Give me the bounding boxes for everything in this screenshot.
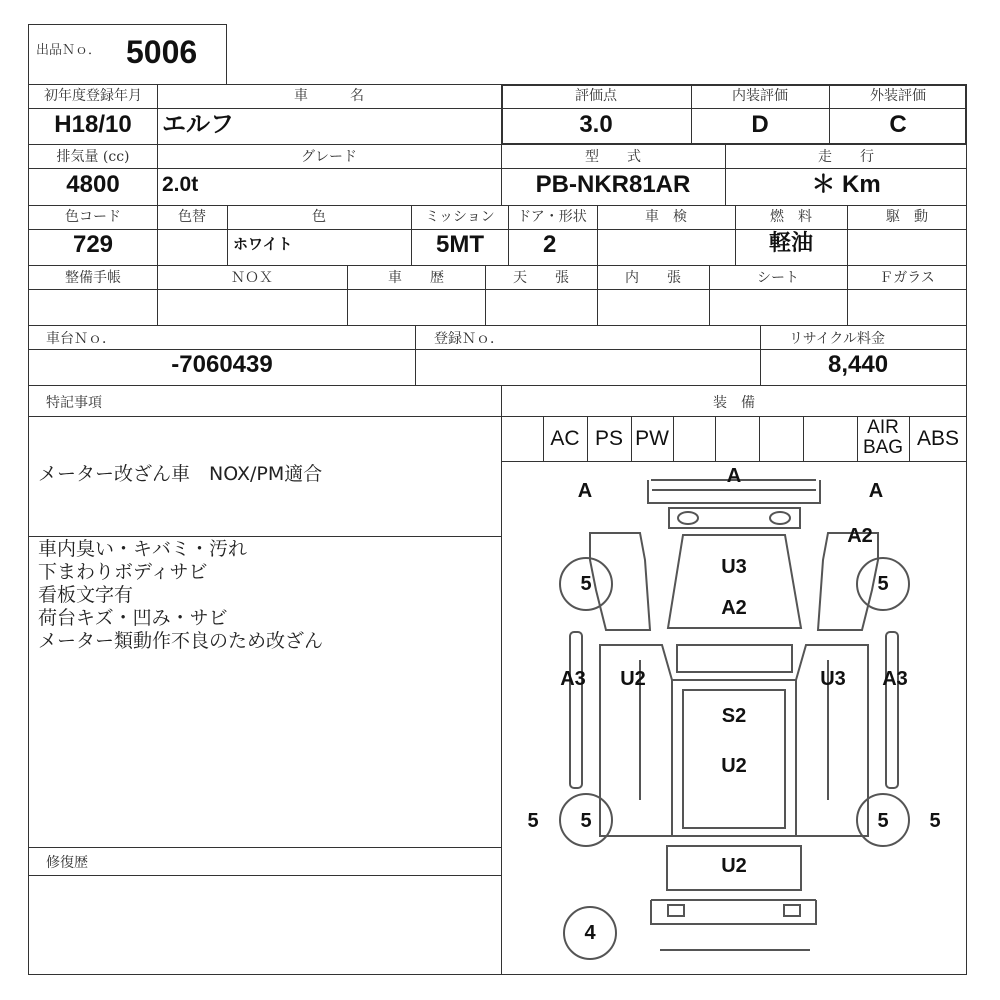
damage-mark: 5 bbox=[580, 573, 592, 595]
door-label: ドア・形状 bbox=[517, 209, 587, 225]
damage-mark: A3 bbox=[560, 668, 586, 690]
displacement-label: 排気量 (cc) bbox=[56, 149, 130, 165]
model-value: PB-NKR81AR bbox=[535, 171, 691, 198]
chassis-value: -7060439 bbox=[171, 351, 273, 378]
damage-mark: U3 bbox=[721, 556, 747, 578]
damage-mark: 5 bbox=[580, 810, 592, 832]
equipment-ac: AC bbox=[550, 427, 580, 450]
first-reg-label: 初年度登録年月 bbox=[44, 88, 142, 104]
mission-label: ミッション bbox=[425, 209, 495, 225]
car-name-value: エルフ bbox=[162, 111, 234, 138]
equipment-label: 装 備 bbox=[713, 395, 755, 411]
damage-mark: A3 bbox=[882, 668, 908, 690]
damage-mark: S2 bbox=[721, 705, 747, 727]
damage-mark: A bbox=[577, 480, 593, 502]
score-value: 3.0 bbox=[579, 111, 613, 138]
registration-label: 登録Ｎｏ． bbox=[434, 331, 504, 347]
notes-line: 下まわりボディサビ bbox=[38, 561, 208, 583]
front-glass-label: Ｆガラス bbox=[879, 270, 935, 286]
inspection-label: 車 検 bbox=[645, 209, 687, 225]
mileage-label: 走 行 bbox=[818, 149, 874, 165]
damage-mark: A2 bbox=[847, 525, 873, 547]
maintenance-book-label: 整備手帳 bbox=[65, 270, 121, 286]
damage-mark: U2 bbox=[620, 668, 646, 690]
color-value: ホワイト bbox=[233, 236, 293, 253]
headliner-label: 天 張 bbox=[513, 270, 569, 286]
damage-mark: 4 bbox=[584, 922, 596, 944]
fuel-value: 軽油 bbox=[768, 231, 814, 256]
damage-mark: 5 bbox=[527, 810, 539, 832]
car-history-label: 車 歴 bbox=[388, 270, 444, 286]
damage-mark: U3 bbox=[820, 668, 846, 690]
mileage-value: ＊ Km bbox=[811, 171, 881, 198]
color-code-value: 729 bbox=[72, 231, 114, 258]
exterior-rating-label: 外装評価 bbox=[870, 88, 926, 104]
damage-mark: A bbox=[868, 480, 884, 502]
damage-mark: 5 bbox=[877, 810, 889, 832]
damage-mark: U2 bbox=[721, 755, 747, 777]
damage-mark: A2 bbox=[721, 597, 747, 619]
car-name-label: 車 名 bbox=[294, 88, 364, 104]
nox-label: ＮＯＸ bbox=[231, 270, 273, 286]
mission-value: 5MT bbox=[436, 231, 484, 258]
fuel-label: 燃 料 bbox=[770, 209, 812, 225]
notes-label: 特記事項 bbox=[46, 395, 102, 411]
damage-mark: 5 bbox=[929, 810, 941, 832]
exterior-rating-value: C bbox=[889, 111, 907, 138]
recycle-fee-value: 8,440 bbox=[828, 351, 889, 378]
displacement-value: 4800 bbox=[66, 171, 120, 198]
equipment-airbag: AIR BAG bbox=[862, 417, 904, 458]
model-label: 型 式 bbox=[585, 149, 641, 165]
equipment-abs: ABS bbox=[916, 427, 960, 450]
interior-rating-label: 内装評価 bbox=[732, 88, 788, 104]
notes-line: 車内臭い・キバミ・汚れ bbox=[38, 538, 248, 560]
notes-line: メーター類動作不良のため改ざん bbox=[38, 630, 324, 652]
repair-history-label: 修復歴 bbox=[46, 855, 88, 871]
repaint-label: 色替 bbox=[178, 209, 206, 225]
chassis-label: 車台Ｎｏ． bbox=[46, 331, 116, 347]
grade-value: 2.0t bbox=[162, 173, 199, 196]
notes-line: 荷台キズ・凹み・サビ bbox=[38, 607, 228, 629]
recycle-fee-label: リサイクル料金 bbox=[788, 331, 886, 347]
grade-label: グレード bbox=[301, 149, 357, 165]
equipment-pw: PW bbox=[635, 427, 669, 450]
lot-number: 5006 bbox=[126, 34, 198, 70]
damage-mark: U2 bbox=[721, 855, 747, 877]
notes-line: 看板文字有 bbox=[38, 584, 134, 606]
interior-rating-value: D bbox=[751, 111, 769, 138]
notes-line-main: メーター改ざん車 NOX/PM適合 bbox=[38, 463, 323, 485]
score-label: 評価点 bbox=[575, 88, 617, 104]
damage-mark: 5 bbox=[877, 573, 889, 595]
equipment-ps: PS bbox=[594, 427, 623, 450]
drive-label: 駆 動 bbox=[886, 209, 928, 225]
first-reg-value: H18/10 bbox=[54, 111, 132, 138]
door-value: 2 bbox=[543, 231, 557, 258]
seat-label: シート bbox=[757, 270, 799, 286]
color-label: 色 bbox=[312, 209, 326, 225]
lot-label: 出品Ｎｏ． bbox=[36, 43, 102, 58]
interior-trim-label: 内 張 bbox=[625, 270, 681, 286]
color-code-label: 色コード bbox=[65, 209, 121, 225]
damage-mark: A bbox=[726, 465, 742, 487]
